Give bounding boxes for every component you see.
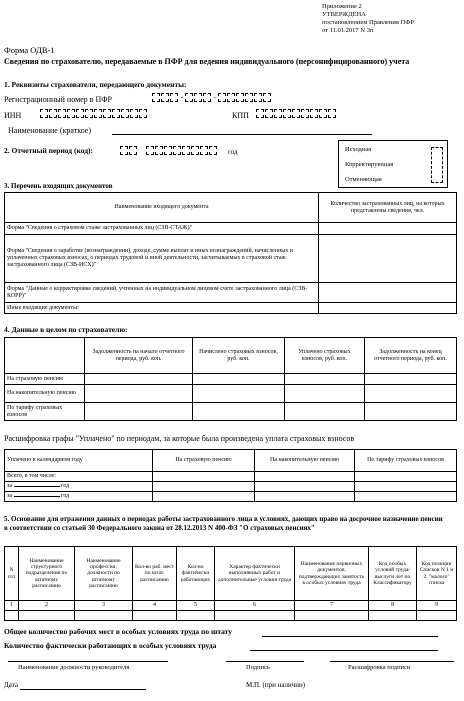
amount-cell[interactable]	[255, 492, 355, 502]
row-insurance-pension: На страховую пенсию	[5, 374, 85, 385]
page-title: Сведения по страхователю, передаваемые в ПФР для ведения индивидуального (персонифицированного) учета	[4, 57, 410, 66]
date-field[interactable]	[20, 689, 146, 690]
header-condition-code: Код особых условий труда/выслуги лет по Классификатору	[369, 547, 417, 601]
decree-label: постановлением Правления ПФР	[322, 19, 414, 27]
data-cell[interactable]	[133, 611, 177, 621]
inn-field[interactable]	[40, 109, 148, 118]
header-accrued: Начислено страховых взносов, руб. коп.	[193, 338, 285, 374]
amount-cell[interactable]	[255, 482, 355, 492]
section5-heading: 5. Основание для отражения данных о периодах работы застрахованного лица в условиях, дающих право на досрочное назначение пенсии в соответствии со статьей 30 Федерального закона от 28.12.2013 N 400-ФЗ "О страховых пенсиях"	[4, 515, 443, 532]
col-number: 7	[295, 601, 369, 611]
header-work-nature: Характер фактически выполняемых работ и дополнительные условия труда	[215, 547, 295, 601]
type-original: Исходная	[345, 146, 372, 153]
section3-heading: 3. Перечень входящих документов	[4, 182, 113, 190]
section4-heading: 4. Данные в целом по страхователю:	[4, 325, 128, 334]
amount-cell[interactable]	[153, 472, 255, 482]
position-label: Наименование должности руководителя	[18, 664, 130, 671]
name-label: Наименование (краткое)	[8, 126, 92, 135]
data-cell[interactable]	[417, 611, 457, 621]
amount-cell[interactable]	[193, 385, 285, 403]
appendix-label: Приложение 2	[322, 3, 362, 10]
doc-row-szv-korr: Форма "Данные о корректировке сведений, учтенных на индивидуальном лицевом счете застрахованного лица (СЗВ-КОРР)"	[5, 283, 319, 303]
amount-cell[interactable]	[365, 385, 457, 403]
amount-cell[interactable]	[365, 403, 457, 421]
amount-cell[interactable]	[85, 374, 193, 385]
decode-label: Расшифровка подписи	[348, 664, 411, 671]
row-total: Всего, в том числе:	[5, 472, 153, 482]
col-number: 4	[133, 601, 177, 611]
signature-label: Подпись	[246, 664, 270, 671]
header-list-code: Код позиции Списков N 1 и 2, "малого" списка	[417, 547, 457, 601]
reg-number-label: Регистрационный номер в ПФР	[4, 95, 112, 104]
amount-cell[interactable]	[365, 374, 457, 385]
decree-date: от 11.01.2017 N 3п	[322, 27, 374, 35]
header-num: N п/п	[5, 547, 19, 601]
date-label: Дата	[4, 681, 18, 689]
row-funded-pension: На накопительную пенсию	[5, 385, 85, 403]
header-debt-end: Задолженность на конец отчетного периода, руб. коп.	[365, 338, 457, 374]
doc-row-other: Иные входящие документы:	[5, 303, 319, 314]
header-document-name: Наименование входящего документа	[5, 193, 319, 223]
total-workers-field[interactable]	[250, 650, 438, 651]
total-places-label: Общее количество рабочих мест в особых условиях труда по штату	[4, 627, 233, 636]
header-debt-start: Задолженность на начало отчетного периода, руб. коп.	[85, 338, 193, 374]
approval-block	[322, 3, 414, 36]
period-code-field[interactable]	[120, 146, 138, 155]
header-places: Кол-во раб. мест по штат. расписанию	[133, 547, 177, 601]
kpp-field[interactable]	[256, 109, 337, 118]
doc-row-szv-isx: Форма "Сведения о заработке (вознаграждении), доходе, сумме выплат и иных вознаграждений, начисленных и уплаченных страховых взносах, о периодах трудовой и иной деятельности, засчитываемых в страховой стаж застрахованного лица (СЗВ-ИСХ)"	[5, 235, 319, 283]
year-field[interactable]	[146, 146, 218, 155]
section2-heading: 2. Отчетный период (код):	[4, 146, 94, 155]
special-conditions-table	[4, 546, 457, 621]
form-name: Форма ОДВ-1	[4, 45, 55, 55]
section1-heading: 1. Реквизиты страхователя, передающего документы:	[4, 80, 187, 89]
col-number: 3	[75, 601, 133, 611]
total-workers-label: Количество фактически работающих в особых условиях труда	[4, 641, 217, 650]
type-cancelling: Отменяющая	[345, 176, 382, 183]
count-cell[interactable]	[319, 283, 457, 303]
row-year-2: за год	[5, 492, 153, 502]
col-number: 6	[215, 601, 295, 611]
data-cell[interactable]	[369, 611, 417, 621]
row-tariff: По тарифу страховых взносов	[5, 403, 85, 421]
header-division: Наименование структурного подразделения по штатному расписанию	[19, 547, 75, 601]
data-cell[interactable]	[5, 611, 19, 621]
position-field[interactable]	[8, 661, 168, 662]
header-profession: Наименование профессии, должности по штатному расписанию	[75, 547, 133, 601]
breakdown-heading: Расшифровка графы "Уплачено" по периодам, за которые была произведена уплата страховых взносов	[4, 434, 355, 443]
correction-type-box	[338, 140, 448, 188]
col-number: 1	[5, 601, 19, 611]
count-cell[interactable]	[319, 223, 457, 235]
count-cell[interactable]	[319, 303, 457, 314]
amount-cell[interactable]	[285, 374, 365, 385]
data-cell[interactable]	[215, 611, 295, 621]
header-paid: Уплачено страховых взносов, руб. коп.	[285, 338, 365, 374]
col-number: 9	[417, 601, 457, 611]
reg-number-field[interactable]: - -	[152, 93, 272, 102]
amount-cell[interactable]	[285, 403, 365, 421]
count-cell[interactable]	[319, 235, 457, 283]
amount-cell[interactable]	[355, 482, 457, 492]
amount-cell[interactable]	[153, 492, 255, 502]
col-number: 5	[177, 601, 215, 611]
approved-label: УТВЕРЖДЕНА	[322, 11, 366, 19]
row-year-1: за год	[5, 482, 153, 492]
amount-cell[interactable]	[193, 374, 285, 385]
amount-cell[interactable]	[285, 385, 365, 403]
total-places-field[interactable]	[262, 636, 438, 637]
doc-row-szv-stazh: Форма "Сведения о страховом стаже застрахованных лиц (СЗВ-СТАЖ)"	[5, 223, 319, 235]
documents-table	[4, 192, 457, 314]
header-funded-pension: На накопительную пенсию	[255, 450, 355, 472]
decode-field[interactable]	[330, 661, 454, 662]
header-actual-workers: Кол-во фактически работающих	[177, 547, 215, 601]
data-cell[interactable]	[295, 611, 369, 621]
header-insurance-pension: На страховую пенсию	[153, 450, 255, 472]
amount-cell[interactable]	[255, 472, 355, 482]
stamp-label: М.П. (при наличии)	[246, 681, 306, 689]
kpp-label: КПП	[232, 111, 249, 120]
col-number: 8	[369, 601, 417, 611]
insurer-data-table	[4, 337, 457, 421]
data-cell[interactable]	[177, 611, 215, 621]
year-label: год	[228, 148, 238, 156]
type-corrective: Корректирующая	[345, 161, 394, 168]
col-number: 2	[19, 601, 75, 611]
amount-cell[interactable]	[153, 482, 255, 492]
data-cell[interactable]	[19, 611, 75, 621]
data-cell[interactable]	[75, 611, 133, 621]
header-primary-docs: Наименование первичных документов, подтверждающих занятость в особых условиях труда	[295, 547, 369, 601]
amount-cell[interactable]	[85, 385, 193, 403]
amount-cell[interactable]	[193, 403, 285, 421]
amount-cell[interactable]	[355, 492, 457, 502]
amount-cell[interactable]	[85, 403, 193, 421]
amount-cell[interactable]	[355, 472, 457, 482]
payment-breakdown-table	[4, 449, 457, 502]
header-tariff: По тарифу страховых взносов	[355, 450, 457, 472]
type-code-field[interactable]	[431, 147, 443, 183]
header-paid-year: Уплачено в календарном году	[5, 450, 153, 472]
header-persons-count: Количество застрахованных лиц, на которых представлены сведения, чел.	[319, 193, 457, 223]
name-field[interactable]	[112, 134, 372, 135]
signature-field[interactable]	[226, 661, 304, 662]
inn-label: ИНН	[4, 111, 22, 120]
